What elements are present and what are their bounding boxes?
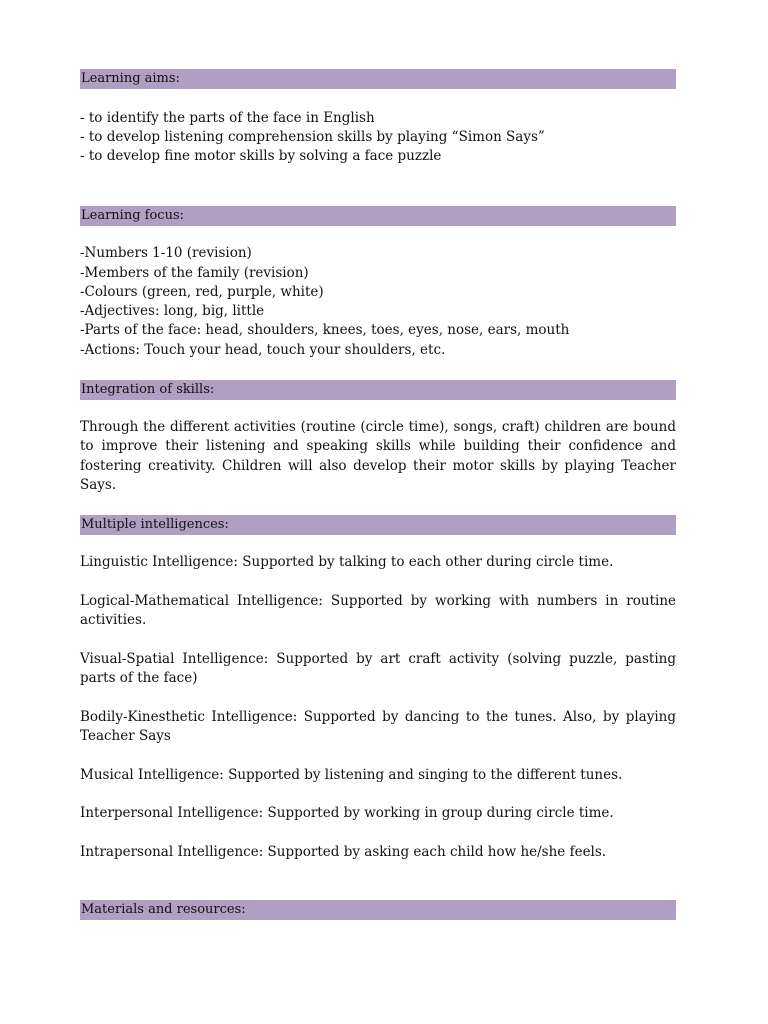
intelligence-item-musical: Musical Intelligence: Supported by listening and singing to the different tunes. (80, 767, 623, 783)
learning-aim-item: - to develop fine motor skills by solving a face puzzle (80, 148, 442, 164)
section-heading-learning-aims: Learning aims: (80, 69, 676, 89)
intelligence-item-intrapersonal: Intrapersonal Intelligence: Supported by asking each child how he/she feels. (80, 844, 607, 860)
intelligence-item-interpersonal: Interpersonal Intelligence: Supported by working in group during circle time. (80, 805, 614, 821)
intelligence-item-logical-mathematical: Logical-Mathematical Intelligence: Supported by working with numbers in routine activities. (80, 593, 676, 629)
section-heading-integration-of-skills: Integration of skills: (80, 380, 676, 400)
learning-focus-item: -Members of the family (revision) (80, 265, 309, 281)
section-heading-learning-focus: Learning focus: (80, 206, 676, 226)
section-heading-multiple-intelligences: Multiple intelligences: (80, 515, 676, 535)
learning-focus-item: -Colours (green, red, purple, white) (80, 284, 324, 300)
section-heading-materials-and-resources: Materials and resources: (80, 900, 676, 920)
intelligence-item-visual-spatial: Visual-Spatial Intelligence: Supported by art craft activity (solving puzzle, pasting parts of the face) (80, 651, 676, 687)
learning-aim-item: - to identify the parts of the face in English (80, 110, 375, 126)
integration-paragraph: Through the different activities (routine (circle time), songs, craft) children are bound to improve their listening and speaking skills while building their confidence and fostering creativity. Children will also develop their motor skills by playing Teacher Says. (80, 419, 676, 494)
learning-focus-item: -Numbers 1-10 (revision) (80, 245, 252, 261)
intelligence-item-bodily-kinesthetic: Bodily-Kinesthetic Intelligence: Supported by dancing to the tunes. Also, by playing Teacher Says (80, 709, 676, 745)
learning-focus-item: -Adjectives: long, big, little (80, 303, 265, 319)
intelligence-item-linguistic: Linguistic Intelligence: Supported by talking to each other during circle time. (80, 554, 614, 570)
learning-aim-item: - to develop listening comprehension skills by playing “Simon Says” (80, 129, 545, 145)
learning-focus-item: -Actions: Touch your head, touch your shoulders, etc. (80, 342, 446, 358)
learning-focus-item: -Parts of the face: head, shoulders, knees, toes, eyes, nose, ears, mouth (80, 322, 570, 338)
